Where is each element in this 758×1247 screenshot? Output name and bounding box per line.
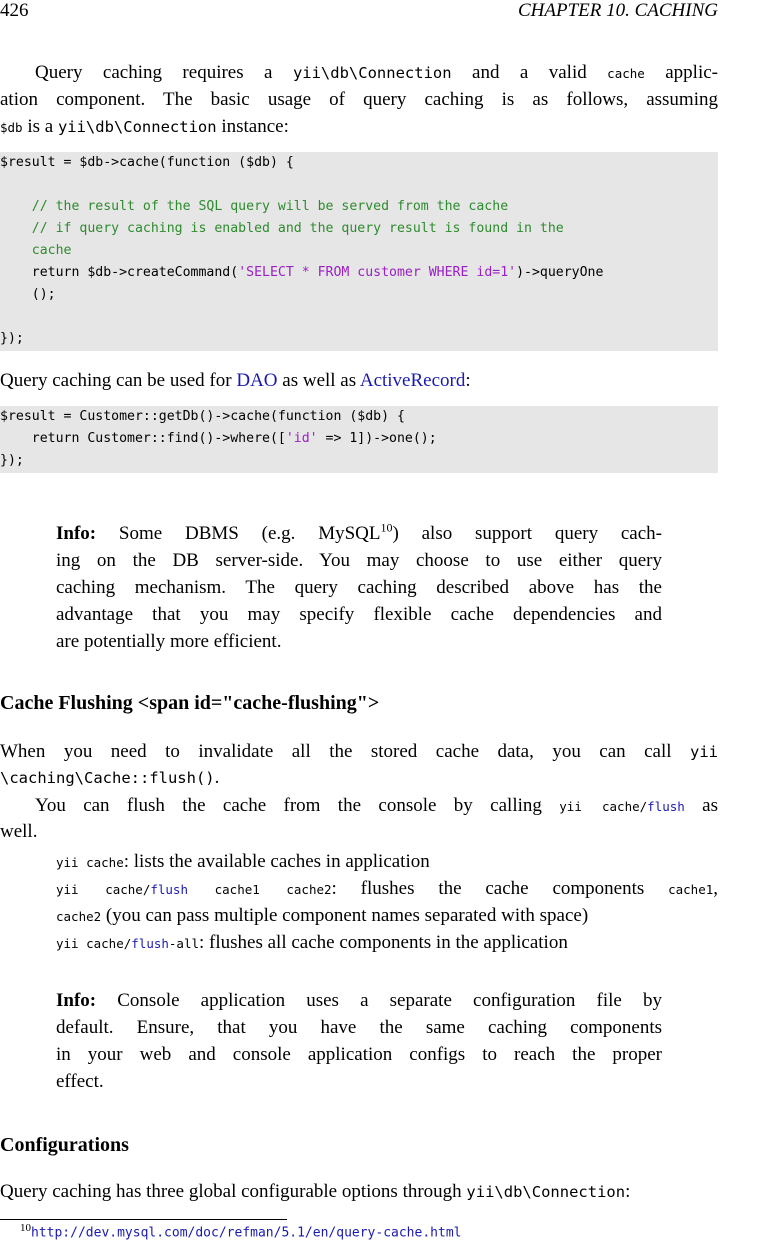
paragraph-line: Query caching requires a yii\db\Connection and a valid cache applic- [35, 62, 718, 83]
paragraph-line: ation component. The basic usage of query caching is as follows, assuming [0, 89, 718, 110]
code-comment: // the result of the SQL query will be served from the cache [0, 199, 509, 214]
info-note-line: advantage that you may specify flexible cache dependencies and [56, 604, 662, 625]
section-heading: Configurations [0, 1134, 129, 1156]
paragraph-line: $db is a yii\db\Connection instance: [0, 116, 289, 137]
info-note-line: ing on the DB server-side. You may choose to use either query [56, 550, 662, 571]
paragraph-line: When you need to invalidate all the stored cache data, you can call yii [0, 741, 718, 762]
paragraph-line: well. [0, 821, 38, 842]
footnote-ref: 10 [380, 520, 393, 535]
info-note-line: caching mechanism. The query caching described above has the [56, 577, 662, 598]
paragraph-line: \caching\Cache::flush(). [0, 767, 220, 788]
code-comment: cache [0, 243, 72, 258]
running-header [0, 0, 718, 24]
code-block [0, 406, 718, 473]
chapter-title: CHAPTER 10. CACHING [517, 0, 718, 21]
info-note-line: are potentially more efficient. [56, 631, 282, 652]
info-note-line: in your web and console application configs to reach the proper [56, 1044, 662, 1065]
info-note-line: effect. [56, 1071, 104, 1092]
code-comment: // if query caching is enabled and the query result is found in the [0, 221, 564, 236]
page-number: 426 [0, 0, 29, 21]
activerecord-link[interactable]: ActiveRecord [359, 370, 466, 391]
info-note-line: Info: Console application uses a separate configuration file by [56, 990, 662, 1011]
info-label: Info: [56, 990, 97, 1011]
section-heading: Cache Flushing <span id="cache-flushing"> [0, 692, 380, 714]
list-item: yii cache: lists the available caches in application [56, 851, 430, 872]
footnote-number: 10 [20, 1222, 31, 1234]
info-note-line: default. Ensure, that you have the same caching components [56, 1017, 662, 1038]
list-item: yii cache/flush cache1 cache2: flushes the cache components cache1, [56, 878, 719, 899]
info-label: Info: [56, 523, 97, 544]
code-line: }); [0, 331, 24, 346]
paragraph-line: You can flush the cache from the console by calling yii cache/flush as [35, 795, 718, 816]
code-line: (); [0, 287, 56, 302]
list-item: yii cache/flush-all: flushes all cache components in the application [56, 932, 568, 953]
footnote-link[interactable]: http://dev.mysql.com/doc/refman/5.1/en/query-cache.html [31, 1225, 462, 1241]
dao-link[interactable]: DAO [236, 370, 278, 391]
code-line: $result = Customer::getDb()->cache(function ($db) { [0, 409, 405, 424]
footnote-rule [0, 1219, 287, 1220]
code-line: return Customer::find()->where(['id' => 1])->one(); [0, 431, 437, 446]
paragraph-line: Query caching has three global configurable options through yii\db\Connection: [0, 1181, 631, 1202]
list-item-continued: cache2 (you can pass multiple component names separated with space) [56, 905, 589, 926]
code-line: }); [0, 453, 24, 468]
footnote [20, 1222, 461, 1240]
paragraph-line: Query caching can be used for DAO as well as ActiveRecord: [0, 370, 471, 391]
code-block [0, 152, 718, 351]
info-note-line: Info: Some DBMS (e.g. MySQL$^{10}$) also support query cach- [56, 520, 662, 544]
code-line: return $db->createCommand('SELECT * FROM customer WHERE id=1')->queryOne [0, 265, 604, 280]
code-line: $result = $db->cache(function ($db) { [0, 155, 294, 170]
